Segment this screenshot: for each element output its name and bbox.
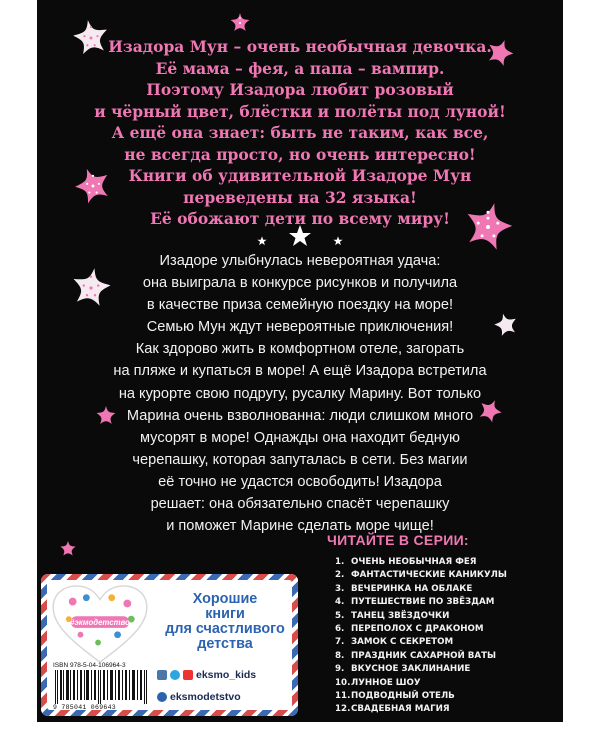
barcode-icon (53, 670, 149, 704)
series-item (335, 556, 507, 569)
series-book-title: ТАНЕЦ ЗВЁЗДОЧКИ (351, 610, 450, 621)
publisher-sticker (41, 574, 298, 716)
site-icon (157, 692, 167, 702)
text-line: черепашку, которая запуталась в сети. Без магии (132, 451, 468, 468)
heart-label: #экмодетство (70, 617, 130, 627)
series-item (335, 569, 507, 582)
text-line: А ещё она знает: быть не таким, как все, (111, 123, 489, 142)
slogan-line: книги (205, 606, 245, 622)
text-line: мусорят в море! Однажды она находит бедную (139, 429, 460, 446)
series-book-title: СВАДЕБНАЯ МАГИЯ (351, 704, 450, 715)
social-handle[interactable]: eksmo_kids (196, 669, 257, 681)
text-line: Её обожают дети по всему миру! (150, 209, 450, 228)
text-line: Как здорово жить в комфортном отеле, загорать (135, 341, 465, 358)
site-row (157, 686, 297, 708)
series-item (335, 636, 507, 649)
pink-starfish-icon (59, 540, 77, 558)
text-line: на курорте свою подругу, русалку Марину. Вот только (118, 385, 482, 402)
series-number: 6. (335, 623, 345, 634)
slogan-line: Хорошие (192, 591, 258, 607)
series-item (335, 663, 507, 676)
series-number: 12. (335, 704, 351, 715)
slogan (155, 592, 295, 652)
slogan-line: детства (197, 636, 253, 652)
series-item (335, 650, 507, 663)
text-line: не всегда просто, но очень интересно! (124, 144, 476, 164)
text-line: и поможет Марине сделать море чище! (166, 518, 434, 535)
text-line: и чёрный цвет, блёстки и полёты под луной! (94, 101, 506, 121)
pink-starfish-icon (229, 12, 251, 34)
series-item (335, 623, 507, 636)
series-book-title: ФАНТАСТИЧЕСКИЕ КАНИКУЛЫ (351, 570, 507, 581)
series-title: ЧИТАЙТЕ В СЕРИИ: (327, 532, 469, 548)
series-book-title: ЗАМОК С СЕКРЕТОМ (351, 637, 454, 648)
white-star-icon (257, 236, 267, 246)
series-item (335, 690, 507, 703)
isbn: ISBN 978-5-04-106964-3 (53, 662, 126, 669)
series-book-title: ПЕРЕПОЛОХ С ДРАКОНОМ (351, 623, 484, 634)
series-item (335, 677, 507, 690)
series-number: 9. (335, 664, 345, 675)
series-book-title: ВКУСНОЕ ЗАКЛИНАНИЕ (351, 664, 471, 675)
series-number: 5. (335, 610, 345, 621)
text-line: она выиграла в конкурсе рисунков и получила (142, 275, 458, 292)
series-book-title: ПРАЗДНИК САХАРНОЙ ВАТЫ (351, 650, 497, 661)
series-book-title: ПОДВОДНЫЙ ОТЕЛЬ (351, 690, 455, 701)
text-line: решает: она обязательно спасёт черепашку (150, 496, 450, 513)
series-number: 8. (335, 650, 345, 661)
slogan-line: для счастливого (165, 621, 285, 637)
text-line: её точно не удастся освободить! Изадора (158, 473, 442, 490)
white-description (37, 250, 563, 537)
barcode-digits: 9 785041 069643 (53, 704, 117, 711)
text-line: Поэтому Изадора любит розовый (146, 80, 454, 99)
series-item (335, 703, 507, 716)
site-link[interactable]: eksmodetstvo (170, 691, 241, 703)
youtube-icon (183, 670, 193, 680)
series-number: 1. (335, 557, 345, 567)
sticker-inner (47, 580, 292, 710)
pink-description (37, 36, 563, 230)
white-star-icon (333, 236, 343, 246)
series-book-title: ЛУННОЕ ШОУ (351, 677, 421, 688)
text-line: на пляже и купаться в море! А ещё Изадора встретила (113, 363, 487, 380)
series-number: 3. (335, 583, 345, 594)
series-number: 2. (335, 570, 345, 581)
series-list (335, 556, 507, 717)
text-line: Её мама – фея, а папа – вампир. (155, 58, 445, 78)
series-book-title: ОЧЕНЬ НЕОБЫЧНАЯ ФЕЯ (351, 557, 477, 567)
series-book-title: ПУТЕШЕСТВИЕ ПО ЗВЁЗДАМ (351, 597, 495, 608)
heart-icon (51, 584, 149, 664)
text-line: Изадоре улыбнулась невероятная удача: (159, 253, 441, 269)
text-line: переведены на 32 языка! (183, 187, 417, 207)
social-row (157, 664, 297, 686)
telegram-icon (170, 670, 180, 680)
series-item (335, 596, 507, 609)
text-line: Книги об удивительной Изадоре Мун (128, 166, 472, 185)
text-line: Изадора Мун – очень необычная девочка. (108, 37, 492, 56)
series-book-title: ВЕЧЕРИНКА НА ОБЛАКЕ (351, 583, 473, 594)
series-number: 11. (335, 690, 351, 701)
series-number: 4. (335, 597, 345, 608)
social-links (157, 664, 297, 708)
series-item (335, 583, 507, 596)
text-line: Семью Мун ждут невероятные приключения! (146, 319, 454, 336)
text-line: в качестве приза семейную поездку на море! (146, 297, 454, 314)
series-number: 7. (335, 637, 345, 648)
vk-icon (157, 670, 167, 680)
text-line: Марина очень взволнованна: люди слишком много (126, 407, 474, 424)
series-number: 10. (335, 677, 351, 688)
series-item (335, 610, 507, 623)
